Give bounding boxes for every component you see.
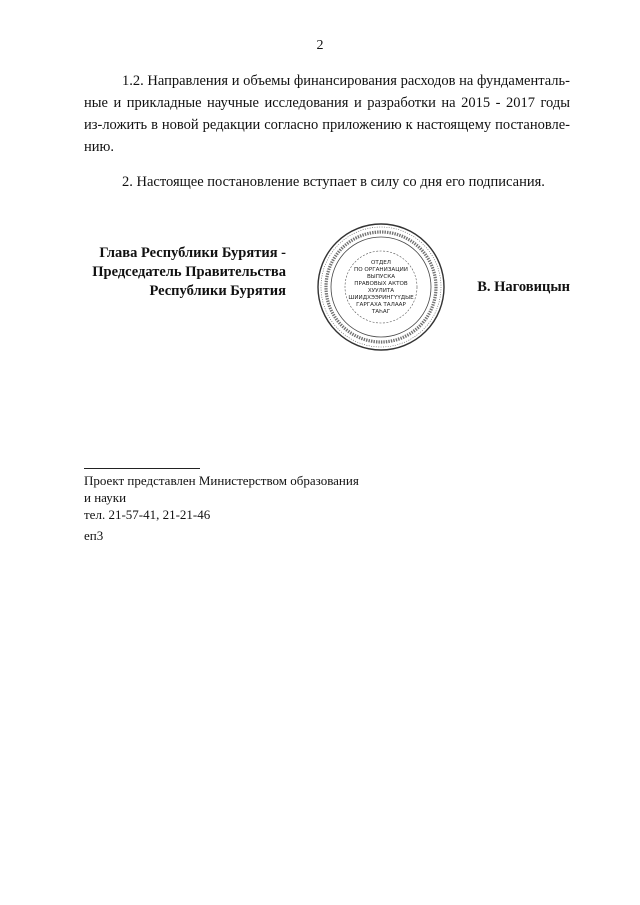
paragraph-2: 2. Настоящее постановление вступает в силу со дня его подписания. bbox=[122, 174, 545, 190]
signatory-title-line: Глава Республики Бурятия - bbox=[99, 245, 286, 261]
footer-note bbox=[84, 472, 359, 523]
seal-text-line: ТАҺАГ bbox=[371, 309, 391, 315]
signatory-title bbox=[66, 244, 286, 301]
footer-line: и науки bbox=[84, 490, 127, 505]
seal-text-line: ВЫПУСКА bbox=[366, 274, 396, 280]
signatory-title-line: Председатель Правительства bbox=[92, 264, 286, 280]
seal-text-line: ПРАВОВЫХ АКТОВ bbox=[354, 281, 408, 287]
seal-text-line: ХУУЛИТА bbox=[367, 288, 395, 294]
seal-text-line: ОТДЕЛ bbox=[371, 260, 391, 266]
official-seal-stamp bbox=[316, 222, 446, 352]
page-number: 2 bbox=[316, 38, 324, 53]
seal-text-line: ГАРГАХА ТАЛААР bbox=[356, 302, 406, 308]
footer-line: тел. 21-57-41, 21-21-46 bbox=[84, 507, 211, 522]
seal-text-line: ПО ОРГАНИЗАЦИИ bbox=[354, 267, 408, 273]
footnote-divider bbox=[84, 468, 200, 469]
document-code: еп3 bbox=[84, 528, 104, 543]
signatory-name: В. Наговицын bbox=[477, 279, 570, 295]
seal-text-line: ШИИДХЭЭРИНГҮҮДЫЕ bbox=[348, 295, 414, 301]
footer-line: Проект представлен Министерством образования bbox=[84, 473, 359, 488]
paragraph-1-2: 1.2. Направления и объемы финансирования расходов на фундаменталь-ные и прикладные научные исследования и разработки на 2015 - 2017 годы из-ложить в новой редакции согласно приложению к настоящему постановле-нию. bbox=[84, 73, 570, 155]
signatory-title-line: Республики Бурятия bbox=[149, 283, 286, 299]
